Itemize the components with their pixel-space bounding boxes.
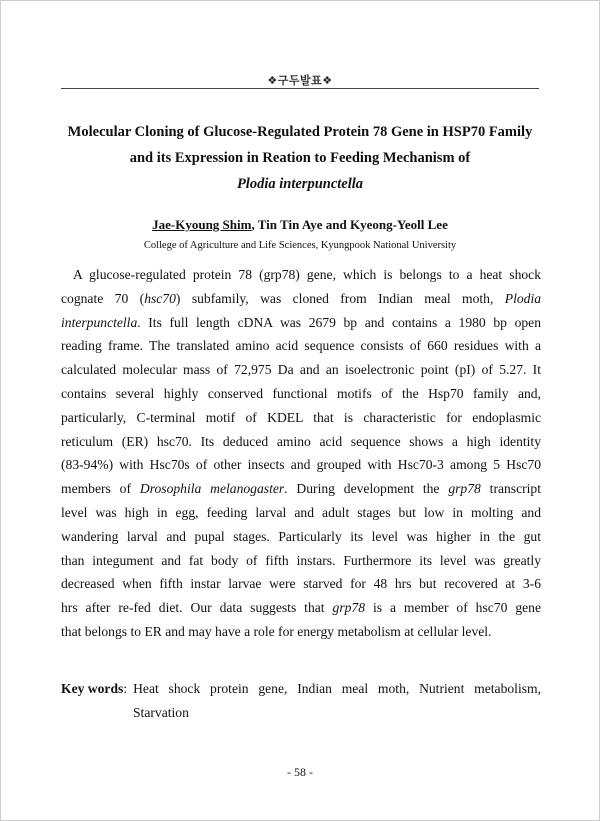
- keywords-colon: :: [123, 681, 128, 696]
- affiliation: College of Agriculture and Life Sciences, Kyungpook National University: [143, 240, 457, 251]
- page-number: - 58 -: [287, 765, 313, 779]
- abstract-line: [61, 596, 541, 620]
- keywords-row: [61, 677, 541, 701]
- abstract-line: reticulum (ER) hsc70. Its deduced amino acid sequence shows a high identity: [61, 433, 541, 449]
- gene-name: hsc70: [144, 290, 176, 306]
- abstract-line: contains several highly conserved functional motifs of the Hsp70 family and,: [61, 385, 541, 401]
- abstract-line: that belongs to ER and may have a role for energy metabolism at cellular level.: [61, 623, 492, 639]
- abstract-text: ) subfamily, was cloned from Indian meal moth,: [175, 290, 505, 306]
- species-name: interpunctella: [61, 314, 138, 330]
- title-line-3: Plodia interpunctella: [236, 176, 364, 192]
- title-line-2: and its Expression in Reation to Feeding Mechanism of: [129, 150, 471, 166]
- abstract-line: level was high in egg, feeding larval and adult stages but low in molting and: [61, 504, 541, 520]
- abstract-line: [61, 311, 541, 335]
- abstract-line: [61, 287, 541, 311]
- title-line-1: Molecular Cloning of Glucose-Regulated Protein 78 Gene in HSP70 Family: [67, 124, 533, 140]
- species-name: Plodia: [504, 290, 542, 306]
- abstract-line: reading frame. The translated amino acid sequence consists of 660 residues with a: [61, 338, 541, 354]
- keywords-text: Heat shock protein gene, Indian meal moth, Nutrient metabolism,: [133, 681, 541, 696]
- abstract-line: than integument and fat body of fifth instars. Furthermore its level was greatly: [61, 552, 541, 568]
- keywords-section: [61, 677, 541, 725]
- abstract-text: transcript: [480, 481, 542, 497]
- abstract-text: is a member of hsc70 gene: [365, 600, 541, 616]
- abstract-line: wandering larval and pupal stages. Particularly its level was higher in the gut: [61, 528, 541, 544]
- abstract-line: (83-94%) with Hsc70s of other insects and grouped with Hsc70-3 among 5 Hsc70: [61, 457, 541, 473]
- abstract-line: decreased when fifth instar larvae were starved for 48 hrs but recovered at 3-6: [61, 576, 541, 592]
- gene-name: grp78: [332, 600, 365, 616]
- co-authors: , Tin Tin Aye and Kyeong-Yeoll Lee: [251, 217, 448, 232]
- abstract-text: members of: [61, 481, 140, 497]
- header-divider: [61, 88, 539, 89]
- abstract-line: A glucose-regulated protein 78 (grp78) gene, which is belongs to a heat shock: [73, 267, 541, 282]
- abstract-text: cognate 70 (: [61, 290, 145, 306]
- abstract-text: hrs after re-fed diet. Our data suggests that: [61, 600, 333, 616]
- paper-title: [40, 119, 560, 197]
- abstract-text: . During development the: [284, 481, 449, 497]
- abstract-line: calculated molecular mass of 72,975 Da and an isoelectronic point (pI) of 5.27. It: [61, 362, 541, 378]
- keywords-text: Starvation: [133, 704, 189, 720]
- abstract: [61, 263, 541, 644]
- species-name: Drosophila melanogaster: [139, 481, 285, 497]
- section-label: ❖구두발표❖: [267, 74, 333, 87]
- keywords-label: Key words: [61, 681, 124, 696]
- first-author: Jae-Kyoung Shim: [152, 217, 252, 232]
- abstract-line: [61, 477, 541, 501]
- abstract-line: particularly, C-terminal motif of KDEL that is characteristic for endoplasmic: [61, 409, 541, 425]
- gene-name: grp78: [448, 481, 481, 497]
- abstract-text: . Its full length cDNA was 2679 bp and contains a 1980 bp open: [137, 314, 541, 330]
- author-list: [0, 217, 600, 233]
